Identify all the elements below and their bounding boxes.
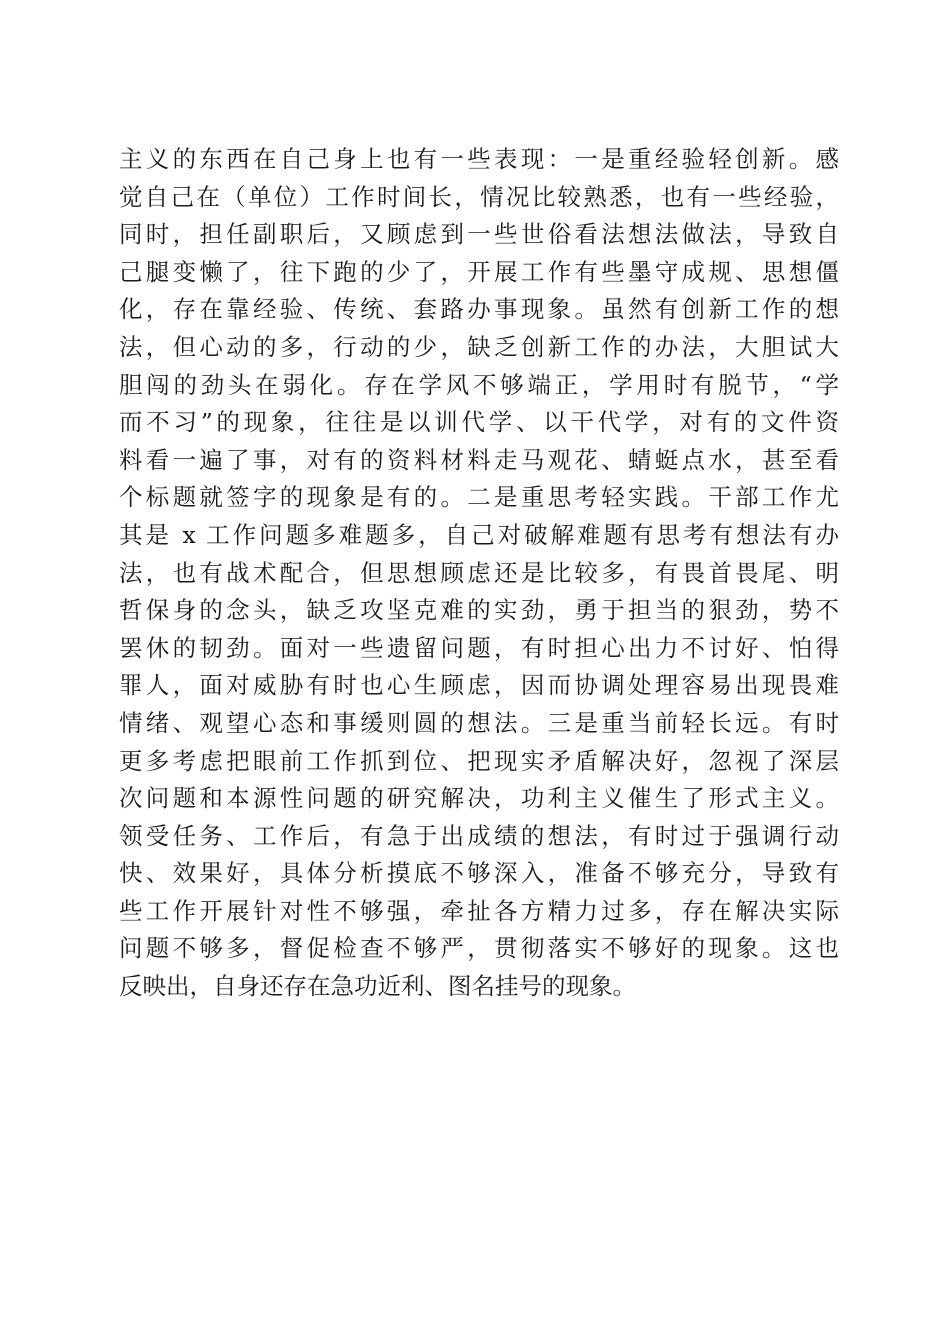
text-line: 哲保身的念头，缺乏攻坚克难的实劲，勇于担当的狠劲，势不 — [119, 596, 839, 625]
text-line: 问题不够多，督促检查不够严，贯彻落实不够好的现象。这也 — [119, 934, 839, 963]
text-line: 情绪、观望心态和事缓则圆的想法。三是重当前轻长远。有时 — [119, 708, 839, 737]
text-line: 罢休的韧劲。面对一些遗留问题，有时担心出力不讨好、怕得 — [119, 633, 839, 662]
text-line: 而不习”的现象，往往是以训代学、以干代学，对有的文件资 — [119, 408, 839, 437]
text-line: 己腿变懒了，往下跑的少了，开展工作有些墨守成规、思想僵 — [119, 257, 839, 286]
text-line: 其是 x 工作问题多难题多，自己对破解难题有思考有想法有办 — [119, 520, 839, 549]
text-line: 觉自己在（单位）工作时间长，情况比较熟悉，也有一些经验， — [119, 182, 839, 211]
body-paragraph — [119, 141, 839, 1006]
text-line: 些工作开展针对性不够强，牵扯各方精力过多，存在解决实际 — [119, 896, 839, 925]
text-line: 化，存在靠经验、传统、套路办事现象。虽然有创新工作的想 — [119, 295, 839, 324]
text-line: 快、效果好，具体分析摸底不够深入，准备不够充分，导致有 — [119, 859, 839, 888]
text-line: 法，但心动的多，行动的少，缺乏创新工作的办法，大胆试大 — [119, 332, 839, 361]
text-line: 个标题就签字的现象是有的。二是重思考轻实践。干部工作尤 — [119, 483, 839, 512]
text-line: 同时，担任副职后，又顾虑到一些世俗看法想法做法，导致自 — [119, 220, 839, 249]
text-line: 更多考虑把眼前工作抓到位、把现实矛盾解决好，忽视了深层 — [119, 746, 839, 775]
text-line: 罪人，面对威胁有时也心生顾虑，因而协调处理容易出现畏难 — [119, 671, 839, 700]
text-line: 主义的东西在自己身上也有一些表现：一是重经验轻创新。感 — [119, 145, 839, 173]
text-line: 料看一遍了事，对有的资料材料走马观花、蜻蜓点水，甚至看 — [119, 445, 839, 474]
text-line: 次问题和本源性问题的研究解决，功利主义催生了形式主义。 — [119, 784, 839, 813]
text-line: 反映出，自身还存在急功近利、图名挂号的现象。 — [119, 972, 636, 1001]
text-line: 法，也有战术配合，但思想顾虑还是比较多，有畏首畏尾、明 — [119, 558, 839, 587]
text-line: 领受任务、工作后，有急于出成绩的想法，有时过于强调行动 — [119, 821, 839, 850]
text-line: 胆闯的劲头在弱化。存在学风不够端正，学用时有脱节，“学 — [119, 370, 839, 399]
